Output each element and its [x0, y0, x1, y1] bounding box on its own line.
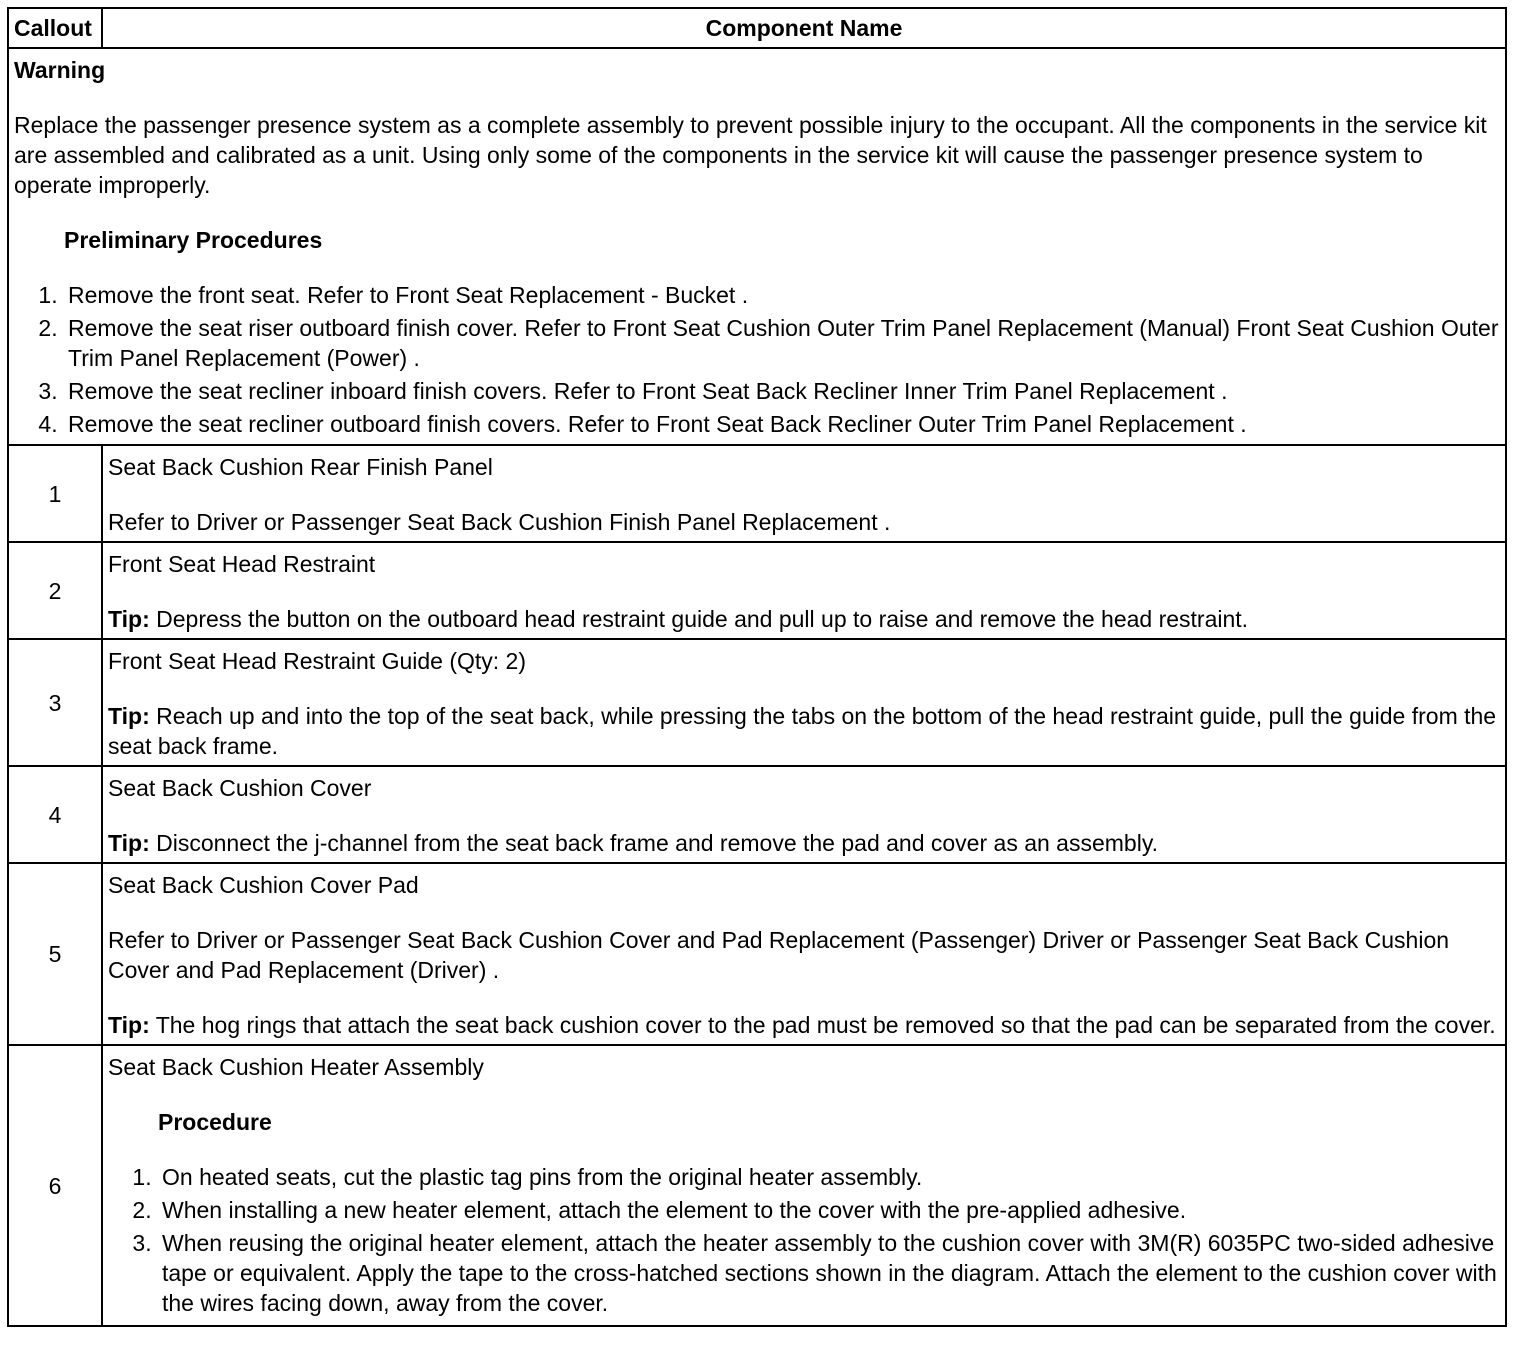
list-item: 4. Remove the seat recliner outboard finish covers. Refer to Front Seat Back Recliner Outer Trim Panel Replacement . [64, 409, 1500, 439]
header-callout: Callout [8, 8, 102, 48]
list-item: 1. Remove the front seat. Refer to Front Seat Replacement - Bucket . [64, 280, 1500, 310]
tip-body: Depress the button on the outboard head restraint guide and pull up to raise and remove the head restraint. [156, 606, 1249, 632]
header-row [8, 8, 1506, 48]
table-row [8, 863, 1506, 1045]
component-cell [102, 445, 1506, 542]
table-row [8, 542, 1506, 639]
component-cell [102, 639, 1506, 766]
component-cell [102, 1045, 1506, 1326]
component-name: Front Seat Head Restraint [108, 551, 376, 577]
callout-number: 1 [8, 445, 102, 542]
table-row [8, 639, 1506, 766]
header-component-name: Component Name [102, 8, 1506, 48]
component-cell [102, 863, 1506, 1045]
table-row [8, 1045, 1506, 1326]
component-table [7, 7, 1507, 1327]
preliminary-steps-list [14, 280, 1500, 439]
list-item: 2. Remove the seat riser outboard finish cover. Refer to Front Seat Cushion Outer Trim Panel Replacement (Manual) Front Seat Cushion Outer Trim Panel Replacement (Power) . [64, 313, 1500, 373]
tip-label: Tip: [108, 1012, 150, 1038]
callout-number: 5 [8, 863, 102, 1045]
list-item: 2. When installing a new heater element, attach the element to the cover with the pre-applied adhesive. [158, 1195, 1500, 1225]
table-row [8, 445, 1506, 542]
list-item: 3. When reusing the original heater element, attach the heater assembly to the cushion cover with 3M(R) 6035PC two-sided adhesive tape or equivalent. Apply the tape to the cross-hatched sections shown in the diagram. Attach the element to the cushion cover with the wires facing down, away from the cover. [158, 1228, 1500, 1318]
tip-body: Reach up and into the top of the seat back, while pressing the tabs on the bottom of the head restraint guide, pull the guide from the seat back frame. [108, 703, 1497, 759]
component-name: Seat Back Cushion Rear Finish Panel [108, 454, 493, 480]
tip-body: The hog rings that attach the seat back cushion cover to the pad must be removed so that the pad can be separated from the cover. [155, 1012, 1496, 1038]
warning-row [8, 48, 1506, 445]
component-name: Seat Back Cushion Heater Assembly [108, 1054, 484, 1080]
component-name: Seat Back Cushion Cover [108, 775, 372, 801]
refer-text: Refer to Driver or Passenger Seat Back Cushion Finish Panel Replacement . [108, 509, 891, 535]
refer-text: Refer to Driver or Passenger Seat Back Cushion Cover and Pad Replacement (Passenger) Driver or Passenger Seat Back Cushion Cover and Pad Replacement (Driver) . [108, 927, 1450, 983]
callout-number: 4 [8, 766, 102, 863]
tip-label: Tip: [108, 606, 150, 632]
tip-text [108, 701, 1500, 761]
callout-number: 2 [8, 542, 102, 639]
tip-body: Disconnect the j-channel from the seat back frame and remove the pad and cover as an assembly. [156, 830, 1159, 856]
tip-text [108, 1010, 1500, 1040]
warning-cell [8, 48, 1506, 445]
component-cell [102, 766, 1506, 863]
callout-number: 3 [8, 639, 102, 766]
list-item: 1. On heated seats, cut the plastic tag pins from the original heater assembly. [158, 1162, 1500, 1192]
preliminary-procedures-title: Preliminary Procedures [64, 227, 323, 253]
procedure-title: Procedure [158, 1109, 272, 1135]
component-name: Front Seat Head Restraint Guide (Qty: 2) [108, 648, 527, 674]
component-cell [102, 542, 1506, 639]
tip-label: Tip: [108, 703, 150, 729]
tip-label: Tip: [108, 830, 150, 856]
table-row [8, 766, 1506, 863]
tip-text [108, 828, 1500, 858]
procedure-steps-list [108, 1162, 1500, 1318]
callout-number: 6 [8, 1045, 102, 1326]
warning-text: Replace the passenger presence system as a complete assembly to prevent possible injury to the occupant. All the components in the service kit are assembled and calibrated as a unit. Using only some of the components in the service kit will cause the passenger presence system to operate improperly. [14, 112, 1487, 198]
tip-text [108, 604, 1500, 634]
component-name: Seat Back Cushion Cover Pad [108, 872, 419, 898]
list-item: 3. Remove the seat recliner inboard finish covers. Refer to Front Seat Back Recliner Inner Trim Panel Replacement . [64, 376, 1500, 406]
warning-title: Warning [14, 57, 106, 83]
